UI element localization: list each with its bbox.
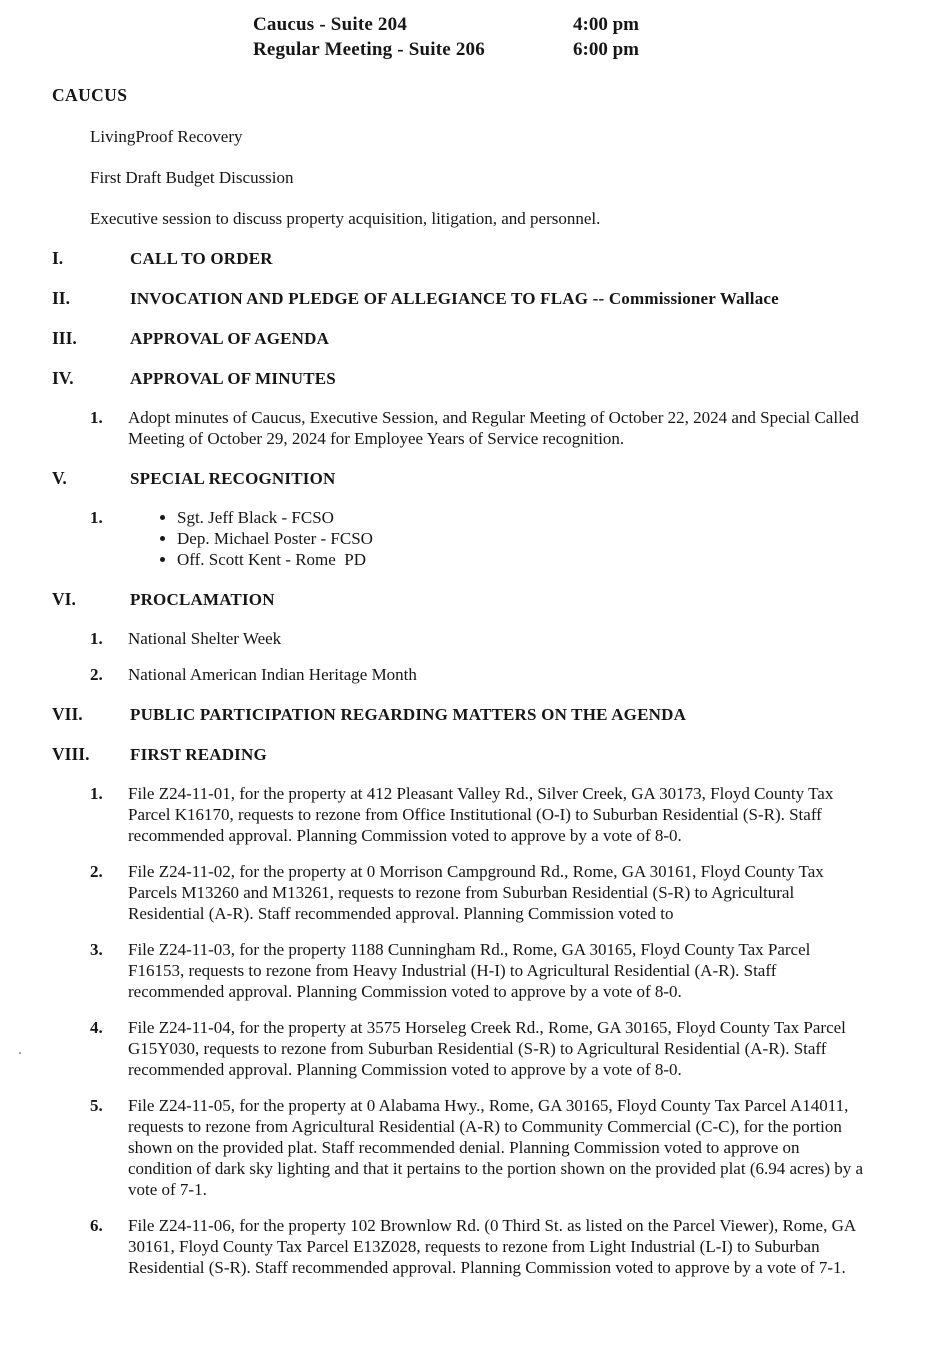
item-text: File Z24-11-02, for the property at 0 Morrison Campground Rd., Rome, GA 30161, Floyd County Tax Parcels M13260 and M13261, requests to rezone from Suburban Residential (S-R) to Agricultural Residential (A-R). Staff recommended approval. Planning Commission voted to bbox=[128, 862, 824, 923]
caucus-item: Executive session to discuss property acquisition, litigation, and personnel. bbox=[90, 209, 601, 228]
caucus-heading: CAUCUS bbox=[52, 85, 128, 105]
section-heading bbox=[52, 248, 925, 269]
regular-meeting-time-row bbox=[253, 37, 925, 62]
item-text: File Z24-11-03, for the property 1188 Cunningham Rd., Rome, GA 30165, Floyd County Tax Parcel F16153, requests to rezone from Heavy Industrial (H-I) to Agricultural Residential (A-R). Staff recommended approval. Planning Commission voted to approve by a vote of 8-0. bbox=[128, 940, 811, 1001]
item-text: File Z24-11-04, for the property at 3575 Horseleg Creek Rd., Rome, GA 30165, Floyd County Tax Parcel G15Y030, requests to rezone from Suburban Residential (S-R) to Agricultural Residential (A-R). Staff recommended approval. Planning Commission voted to approve by a vote of 8-0. bbox=[128, 1018, 846, 1079]
caucus-location-label: Caucus - Suite 204 bbox=[253, 14, 408, 35]
agenda-section-iv bbox=[52, 368, 925, 449]
item-text: File Z24-11-06, for the property 102 Brownlow Rd. (0 Third St. as listed on the Parcel Viewer), Rome, GA 30161, Floyd County Tax Parcel E13Z028, requests to rezone from Light Industrial (L-I) to Suburban Residential (S-R). Staff recommended approval. Planning Commission voted to approve by a vote of 7-1. bbox=[128, 1216, 856, 1277]
section-heading bbox=[52, 288, 925, 309]
item-number: 3. bbox=[90, 940, 103, 959]
caucus-time-row bbox=[253, 12, 925, 37]
item-number: 1. bbox=[90, 629, 103, 648]
section-title: APPROVAL OF MINUTES bbox=[130, 369, 336, 388]
section-title: PUBLIC PARTICIPATION REGARDING MATTERS ON THE AGENDA bbox=[130, 705, 687, 724]
caucus-item: LivingProof Recovery bbox=[90, 127, 243, 146]
item-text: File Z24-11-05, for the property at 0 Alabama Hwy., Rome, GA 30165, Floyd County Tax Parcel A14011, requests to rezone from Agricultural Residential (A-R) to Community Commercial (C-C), for the portion shown on the provided plat. Staff recommended denial. Planning Commission voted to approve on condition of dark sky lighting and that it pertains to the portion shown on the provided plat (6.94 acres) by a vote of 7-1. bbox=[128, 1096, 864, 1199]
section-heading bbox=[52, 328, 925, 349]
agenda-section-iii bbox=[52, 328, 925, 349]
section-heading bbox=[52, 468, 925, 489]
section-title: PROCLAMATION bbox=[130, 590, 275, 609]
caucus-section bbox=[52, 85, 925, 229]
regular-meeting-time-value: 6:00 pm bbox=[573, 39, 639, 60]
agenda-item bbox=[52, 1215, 925, 1278]
agenda-item bbox=[52, 939, 925, 1002]
meeting-times-header bbox=[253, 12, 925, 62]
agenda-section-ii bbox=[52, 288, 925, 309]
section-numeral: II. bbox=[52, 288, 70, 308]
agenda-section-i bbox=[52, 248, 925, 269]
agenda-sections bbox=[52, 248, 925, 1278]
agenda-item bbox=[52, 783, 925, 846]
caucus-item: First Draft Budget Discussion bbox=[90, 168, 294, 187]
agenda-section-vii bbox=[52, 704, 925, 725]
agenda-section-v bbox=[52, 468, 925, 570]
agenda-section-viii bbox=[52, 744, 925, 1278]
item-number: 2. bbox=[90, 665, 103, 684]
scan-artifact-dot bbox=[19, 1052, 21, 1054]
agenda-item bbox=[52, 861, 925, 924]
item-number: 6. bbox=[90, 1216, 103, 1235]
section-numeral: IV. bbox=[52, 368, 74, 388]
agenda-item bbox=[52, 628, 925, 649]
item-text: File Z24-11-01, for the property at 412 Pleasant Valley Rd., Silver Creek, GA 30173, Floyd County Tax Parcel K16170, requests to rezone from Office Institutional (O-I) to Suburban Residential (S-R). Staff recommended approval. Planning Commission voted to approve by a vote of 8-0. bbox=[128, 784, 834, 845]
agenda-item bbox=[52, 507, 925, 570]
agenda-item bbox=[52, 1017, 925, 1080]
bullet-item: • Dep. Michael Poster - FCSO bbox=[177, 528, 373, 549]
item-number: 4. bbox=[90, 1018, 103, 1037]
item-number: 1. bbox=[90, 784, 103, 803]
section-numeral: I. bbox=[52, 248, 64, 268]
bullet-item: • Off. Scott Kent - Rome PD bbox=[177, 549, 373, 570]
regular-meeting-location-label: Regular Meeting - Suite 206 bbox=[253, 39, 485, 60]
agenda-item bbox=[52, 664, 925, 685]
caucus-time-value: 4:00 pm bbox=[573, 14, 639, 35]
section-numeral: VIII. bbox=[52, 744, 90, 764]
section-heading bbox=[52, 368, 925, 389]
agenda-item bbox=[52, 1095, 925, 1200]
bullet-item: • Sgt. Jeff Black - FCSO bbox=[177, 507, 373, 528]
item-number: 1. bbox=[90, 408, 103, 427]
agenda-item bbox=[52, 407, 925, 449]
agenda-section-vi bbox=[52, 589, 925, 685]
section-heading bbox=[52, 589, 925, 610]
section-title: FIRST READING bbox=[130, 745, 267, 764]
section-title: APPROVAL OF AGENDA bbox=[130, 329, 330, 348]
section-numeral: VII. bbox=[52, 704, 83, 724]
item-number: 5. bbox=[90, 1096, 103, 1115]
recognition-bullet-list bbox=[128, 507, 373, 570]
section-heading bbox=[52, 704, 925, 725]
section-heading bbox=[52, 744, 925, 765]
section-title: SPECIAL RECOGNITION bbox=[130, 469, 336, 488]
section-title: INVOCATION AND PLEDGE OF ALLEGIANCE TO FLAG -- Commissioner Wallace bbox=[130, 289, 779, 308]
item-text: National Shelter Week bbox=[128, 629, 282, 648]
section-numeral: III. bbox=[52, 328, 77, 348]
section-title: CALL TO ORDER bbox=[130, 249, 273, 268]
item-text: Adopt minutes of Caucus, Executive Session, and Regular Meeting of October 22, 2024 and Special Called Meeting of October 29, 2024 for Employee Years of Service recognition. bbox=[128, 408, 859, 448]
section-numeral: VI. bbox=[52, 589, 76, 609]
section-numeral: V. bbox=[52, 468, 67, 488]
item-text: National American Indian Heritage Month bbox=[128, 665, 417, 684]
item-number: 2. bbox=[90, 862, 103, 881]
item-number: 1. bbox=[90, 508, 103, 527]
